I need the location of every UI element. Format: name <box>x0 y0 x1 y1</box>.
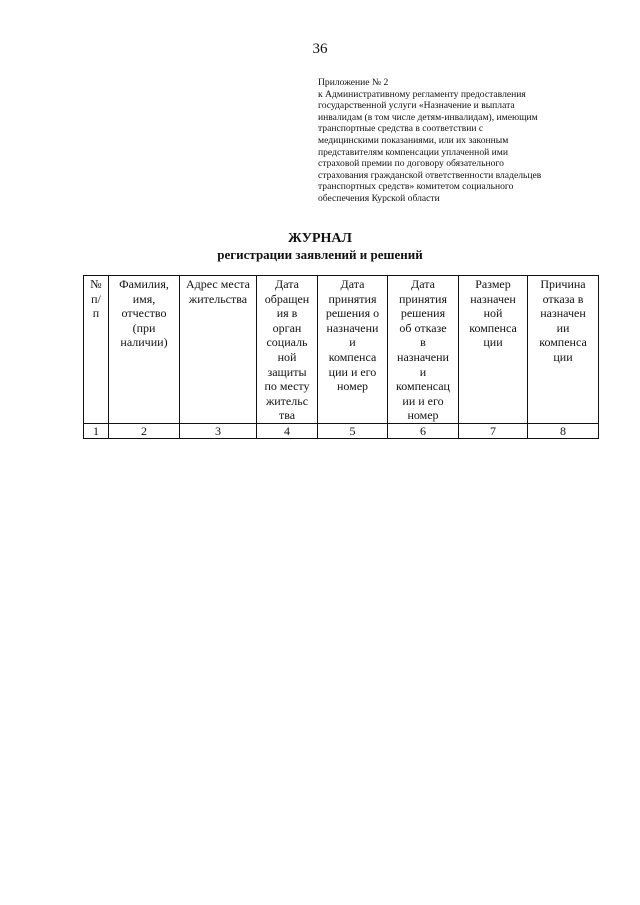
column-header-application-date <box>257 276 318 424</box>
header-line: ции и его <box>328 364 377 379</box>
header-line: (при <box>132 320 156 335</box>
header-line: номер <box>407 408 439 423</box>
column-number-cell: 8 <box>528 423 599 438</box>
header-line: Фамилия, <box>119 277 169 291</box>
header-line: ции <box>553 349 573 364</box>
header-line: решения <box>400 306 446 321</box>
header-line: Дата <box>275 277 299 291</box>
journal-subtitle: регистрации заявлений и решений <box>217 247 423 262</box>
header-line: по месту <box>264 379 310 394</box>
header-line: и <box>349 335 356 350</box>
header-line: компенса <box>469 320 517 335</box>
appendix-line: страхования гражданской ответственности владельцев <box>318 169 542 181</box>
header-line: тва <box>278 408 296 423</box>
appendix-line: инвалидам (в том числе детям-инвалидам), имеющим <box>318 111 538 123</box>
column-header-refusal-reason <box>528 276 599 424</box>
header-line: обращен <box>264 291 310 306</box>
journal-header-row <box>84 276 599 424</box>
header-line: п/ <box>91 291 101 306</box>
column-number-cell: 1 <box>84 423 109 438</box>
header-line: отказа в <box>542 291 584 306</box>
appendix-line: представителям компенсации уплаченной ими <box>318 146 508 158</box>
header-line: социаль <box>266 335 308 350</box>
column-number-cell: 7 <box>459 423 528 438</box>
appendix-line: к Административному регламенту предоставления <box>318 88 526 100</box>
header-line: ной <box>483 306 503 321</box>
header-line: ии и его <box>402 393 444 408</box>
column-header-amount <box>459 276 528 424</box>
header-line: Причина <box>540 277 586 291</box>
column-number-cell: 4 <box>257 423 318 438</box>
header-line: номер <box>336 379 369 394</box>
header-line: об отказе <box>399 320 447 335</box>
header-line: Дата <box>340 277 365 291</box>
header-line: орган <box>272 320 302 335</box>
header-line: назначени <box>326 320 379 335</box>
column-header-full-name <box>109 276 180 424</box>
column-number-cell: 3 <box>180 423 257 438</box>
header-line: принятия <box>399 291 447 306</box>
journal-title: ЖУРНАЛ <box>288 231 352 246</box>
header-line: компенсац <box>396 379 450 394</box>
appendix-line: транспортные средства в соответствии с <box>318 123 484 135</box>
header-line: ции <box>483 335 503 350</box>
header-line: назначен <box>470 291 516 306</box>
header-line: компенса <box>539 335 587 350</box>
appendix-line: Приложение № 2 <box>318 77 389 88</box>
column-number-cell: 2 <box>109 423 180 438</box>
header-line: жительства <box>188 291 248 306</box>
column-header-address <box>180 276 257 424</box>
header-line: назначени <box>397 349 449 364</box>
header-line: в <box>420 335 426 350</box>
header-line: ия в <box>276 306 298 321</box>
column-number-cell: 5 <box>318 423 388 438</box>
appendix-line: транспортных средств» комитетом социального <box>318 181 514 193</box>
appendix-line: государственной услуги «Назначение и выплата <box>318 100 515 112</box>
header-line: п <box>92 306 100 321</box>
header-line: ной <box>277 349 297 364</box>
column-header-refusal-decision <box>388 276 459 424</box>
header-line: решения о <box>325 306 380 321</box>
column-header-award-decision <box>318 276 388 424</box>
appendix-line: страховой премии по договору обязательного <box>318 158 504 170</box>
column-number-cell: 6 <box>388 423 459 438</box>
column-number-row <box>84 423 599 438</box>
header-line: Дата <box>411 277 435 291</box>
page-number: 36 <box>312 41 328 57</box>
header-line: жительс <box>265 393 309 408</box>
column-header-number <box>84 276 109 424</box>
appendix-note <box>318 77 568 205</box>
header-line: компенса <box>328 349 377 364</box>
header-line: Размер <box>475 277 511 291</box>
header-line: назначен <box>540 306 586 321</box>
header-line: ии <box>556 320 570 335</box>
header-line: отчество <box>121 306 167 321</box>
header-line: № <box>90 277 102 291</box>
header-line: принятия <box>328 291 377 306</box>
header-line: защиты <box>267 364 307 379</box>
journal-table <box>83 275 599 439</box>
header-line: и <box>419 364 427 379</box>
appendix-line: обеспечения Курской области <box>318 192 440 204</box>
header-line: имя, <box>132 291 156 306</box>
header-line: Адрес места <box>186 277 250 291</box>
appendix-line: медицинскими показаниями, или их законным <box>318 134 509 146</box>
header-line: наличии) <box>120 335 168 350</box>
